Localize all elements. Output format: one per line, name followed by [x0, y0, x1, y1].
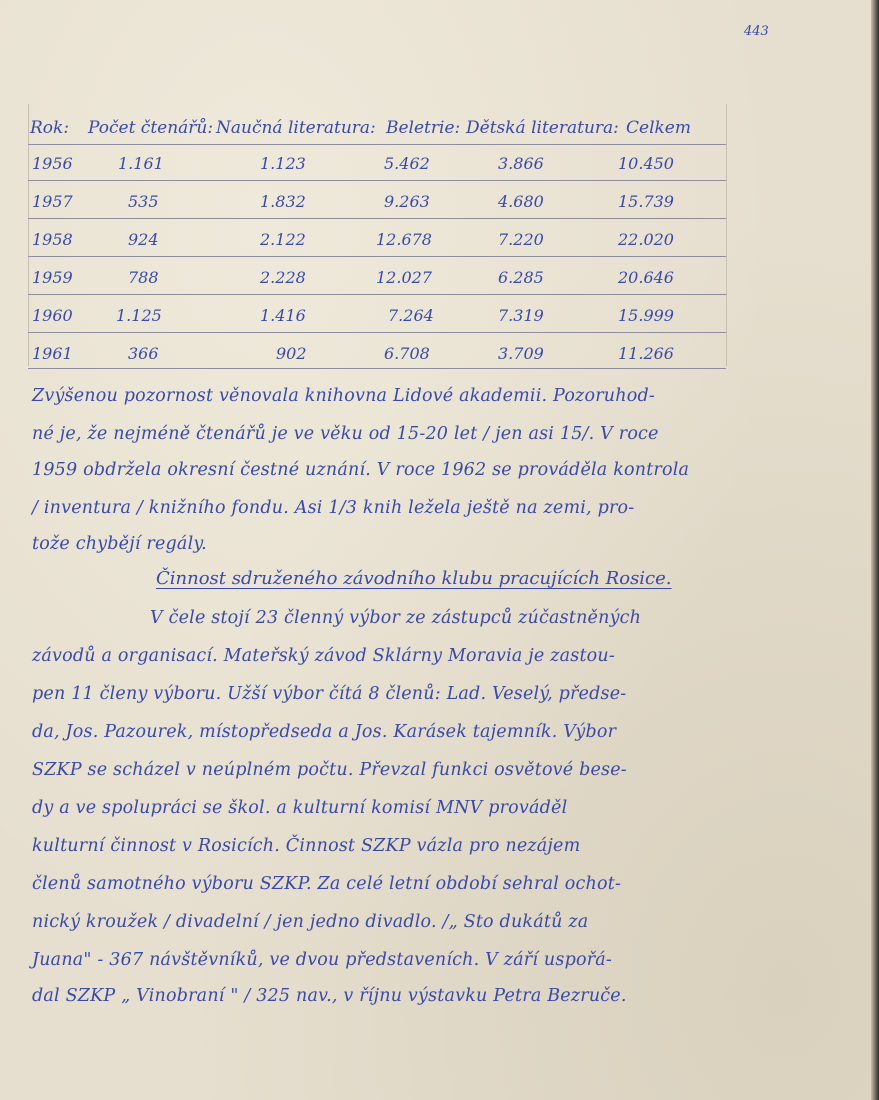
cell-year: 1961 [32, 344, 73, 363]
cell-nonfiction: 2.228 [260, 268, 306, 287]
cell-children: 4.680 [498, 192, 544, 211]
cell-nonfiction: 1.123 [260, 154, 306, 173]
header-total: Celkem [626, 118, 691, 138]
cell-readers: 788 [128, 268, 159, 287]
text-line: SZKP se scházel v neúplném počtu. Převzal funkci osvětové bese- [32, 760, 627, 780]
cell-fiction: 12.027 [376, 268, 432, 287]
text-line: dal SZKP „ Vinobraní " / 325 nav., v říjnu výstavku Petra Bezruče. [32, 986, 627, 1006]
row-rule [28, 256, 726, 257]
text-line: Juana" - 367 návštěvníků, ve dvou představeních. V září uspořá- [32, 950, 613, 970]
text-line: Zvýšenou pozornost věnovala knihovna Lidové akademii. Pozoruhod- [32, 386, 655, 406]
cell-readers: 1.125 [116, 306, 162, 325]
table-row [28, 300, 726, 336]
text-line: né je, že nejméně čtenářů je ve věku od 15-20 let / jen asi 15/. V roce [32, 424, 659, 444]
cell-nonfiction: 2.122 [260, 230, 306, 249]
cell-year: 1957 [32, 192, 73, 211]
row-rule [28, 332, 726, 333]
cell-year: 1958 [32, 230, 73, 249]
text-line: nický kroužek / divadelní / jen jedno divadlo. /„ Sto dukátů za [32, 912, 589, 932]
header-fiction: Beletrie: [386, 118, 461, 138]
text-line: / inventura / knižního fondu. Asi 1/3 knih ležela ještě na zemi, pro- [32, 498, 635, 518]
cell-year: 1959 [32, 268, 73, 287]
cell-fiction: 5.462 [384, 154, 430, 173]
cell-children: 6.285 [498, 268, 544, 287]
cell-readers: 924 [128, 230, 159, 249]
table-row [28, 262, 726, 298]
row-rule [28, 294, 726, 295]
cell-total: 10.450 [618, 154, 674, 173]
cell-nonfiction: 902 [276, 344, 307, 363]
cell-readers: 1.161 [118, 154, 164, 173]
cell-year: 1960 [32, 306, 73, 325]
page-number: 443 [744, 24, 769, 39]
cell-total: 20.646 [618, 268, 674, 287]
cell-children: 3.709 [498, 344, 544, 363]
text-line: tože chybějí regály. [32, 534, 207, 554]
cell-total: 15.739 [618, 192, 674, 211]
text-line: V čele stojí 23 členný výbor ze zástupců zúčastněných [150, 608, 642, 628]
header-year: Rok: [30, 118, 70, 138]
cell-nonfiction: 1.416 [260, 306, 306, 325]
table-row [28, 224, 726, 260]
cell-year: 1956 [32, 154, 73, 173]
cell-fiction: 12.678 [376, 230, 432, 249]
book-edge-shadow [871, 0, 879, 1100]
table-row [28, 186, 726, 222]
cell-total: 22.020 [618, 230, 674, 249]
cell-readers: 535 [128, 192, 159, 211]
text-line: závodů a organisací. Mateřský závod Sklárny Moravia je zastou- [32, 646, 616, 666]
header-children: Dětská literatura: [466, 118, 619, 138]
cell-children: 7.319 [498, 306, 544, 325]
table-row [28, 148, 726, 184]
section-heading: Činnost sdruženého závodního klubu pracujících Rosice. [156, 568, 672, 589]
cell-children: 3.866 [498, 154, 544, 173]
text-line: da, Jos. Pazourek, místopředseda a Jos. Karásek tajemník. Výbor [32, 722, 617, 742]
cell-total: 11.266 [618, 344, 674, 363]
cell-readers: 366 [128, 344, 159, 363]
row-rule [28, 218, 726, 219]
text-line: dy a ve spolupráci se škol. a kulturní komisí MNV prováděl [32, 798, 568, 818]
text-line: pen 11 členy výboru. Užší výbor čítá 8 členů: Lad. Veselý, předse- [32, 684, 627, 704]
text-line: 1959 obdržela okresní čestné uznání. V roce 1962 se prováděla kontrola [32, 460, 690, 480]
cell-fiction: 9.263 [384, 192, 430, 211]
cell-fiction: 7.264 [388, 306, 434, 325]
header-readers: Počet čtenářů: [88, 118, 214, 138]
text-line: kulturní činnost v Rosicích. Činnost SZKP vázla pro nezájem [32, 836, 581, 856]
text-line: členů samotného výboru SZKP. Za celé letní období sehral ochot- [32, 874, 622, 894]
row-rule [28, 368, 726, 369]
cell-nonfiction: 1.832 [260, 192, 306, 211]
header-nonfiction: Naučná literatura: [216, 118, 376, 138]
row-rule [28, 180, 726, 181]
cell-fiction: 6.708 [384, 344, 430, 363]
table-right-border [726, 104, 727, 366]
cell-children: 7.220 [498, 230, 544, 249]
header-rule [28, 144, 726, 145]
cell-total: 15.999 [618, 306, 674, 325]
